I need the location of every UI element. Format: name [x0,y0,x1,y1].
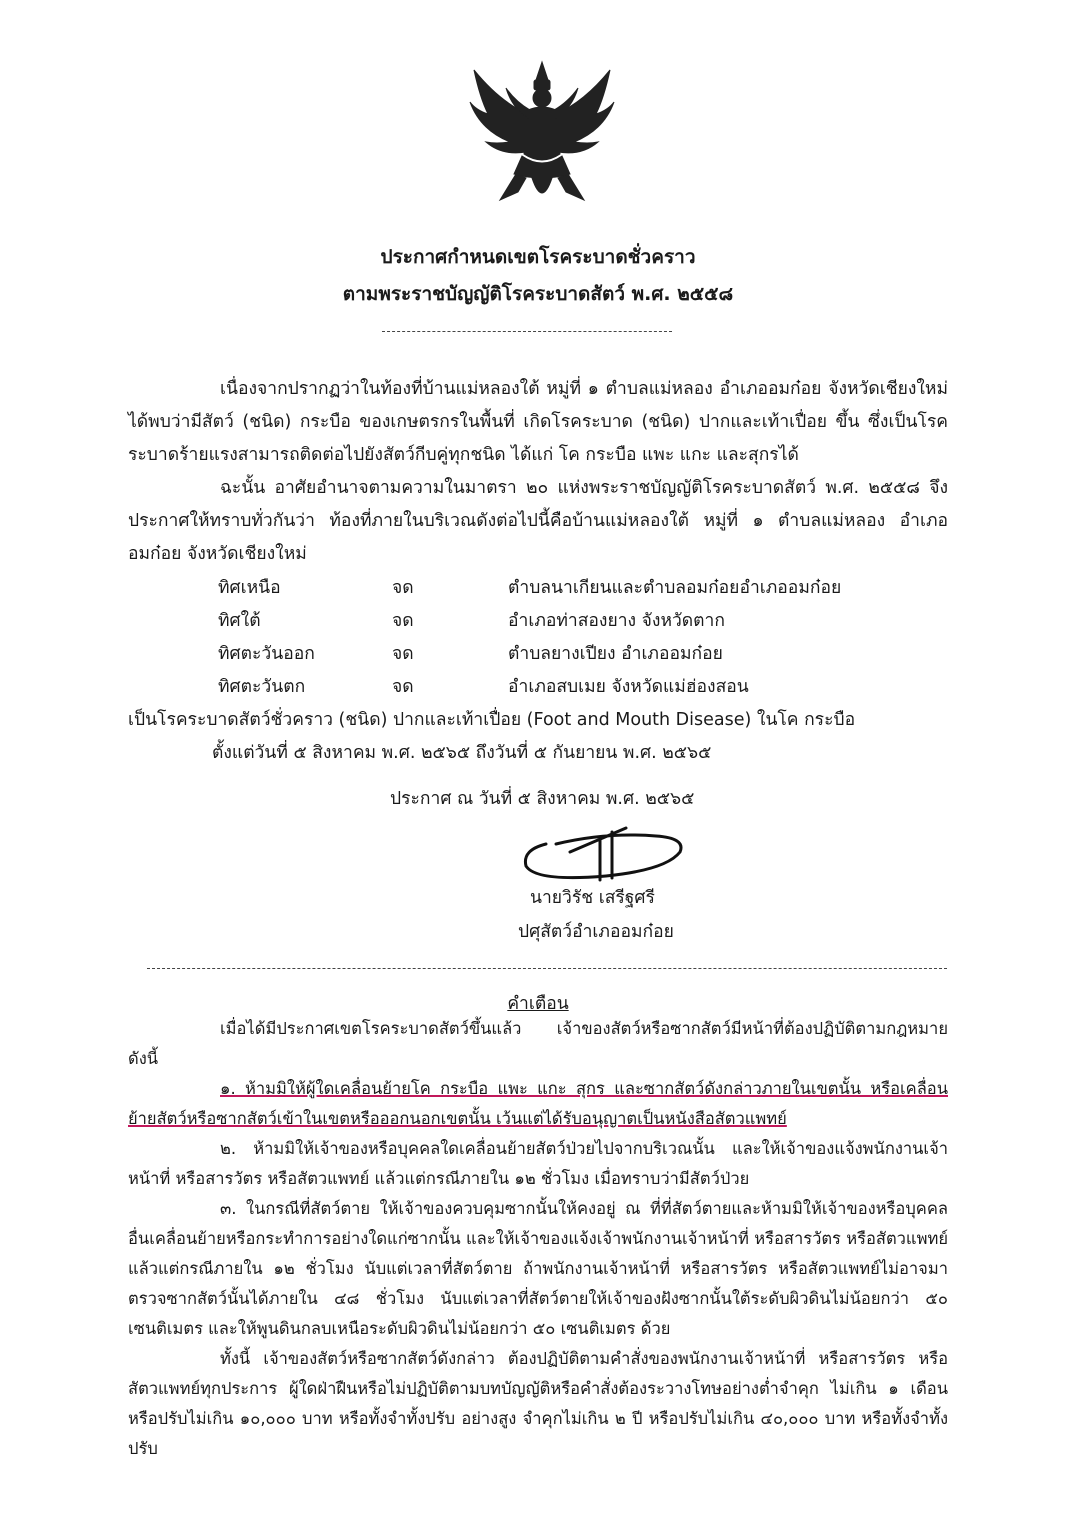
signer-position: ปศุสัตว์อำเภออมก๋อย [518,922,674,942]
warning-item-1 [128,1074,948,1134]
boundary-direction: ทิศเหนือ [218,578,281,598]
signature-icon [516,822,688,886]
boundary-adjoin: จด [392,611,414,631]
boundary-description: อำเภอท่าสองยาง จังหวัดตาก [508,611,725,631]
boundary-description: ตำบลนาเกียนและตำบลอมก๋อยอำเภออมก๋อย [508,578,842,598]
warning-divider [147,968,947,969]
disease-period: ตั้งแต่วันที่ ๕ สิงหาคม พ.ศ. ๒๕๖๕ ถึงวันที่ ๕ กันยายน พ.ศ. ๒๕๖๕ [212,743,712,763]
signer-name: นายวิรัช เสรีฐศรี [530,888,655,908]
intro-section [128,373,948,571]
boundary-adjoin: จด [392,677,414,697]
garuda-emblem-icon [466,58,618,210]
boundary-direction: ทิศตะวันตก [218,677,306,697]
disease-declaration [128,704,948,770]
warning-closing: ทั้งนี้ เจ้าของสัตว์หรือซากสัตว์ดังกล่าว ต้องปฏิบัติตามคำสั่งของพนักงานเจ้าหน้าที่ หรือสารวัตร หรือสัตวแพทย์ทุกประการ ผู้ใดฝ่าฝืนหรือไม่ปฏิบัติตามบทบัญญัติหรือคำสั่งต้องระวางโทษอย่างต่ำจำคุก ไม่เกิน ๑ เดือน หรือปรับไม่เกิน ๑๐,๐๐๐ บาท หรือทั้งจำทั้งปรับ อย่างสูง จำคุกไม่เกิน ๒ ปี หรือปรับไม่เกิน ๔๐,๐๐๐ บาท หรือทั้งจำทั้งปรับ [128,1349,948,1458]
boundary-adjoin: จด [392,578,414,598]
boundary-description: ตำบลยางเปียง อำเภออมก๋อย [508,644,723,664]
boundary-adjoin: จด [392,644,414,664]
warning-intro: เมื่อได้มีประกาศเขตโรคระบาดสัตว์ขึ้นแล้ว เจ้าของสัตว์หรือซากสัตว์มีหน้าที่ต้องปฏิบัติตามกฎหมาย ดังนี้ [128,1019,948,1068]
intro-paragraph-1: เนื่องจากปรากฏว่าในท้องที่บ้านแม่หลองใต้ หมู่ที่ ๑ ตำบลแม่หลอง อำเภออมก๋อย จังหวัดเชียงใหม่ ได้พบว่ามีสัตว์ (ชนิด) กระบือ ของเกษตรกรในพื้นที่ เกิดโรคระบาด (ชนิด) ปากและเท้าเปื่อย ขึ้น ซึ่งเป็นโรคระบาดร้ายแรงสามารถติดต่อไปยังสัตว์กีบคู่ทุกชนิด ได้แก่ โค กระบือ แพะ แกะ และสุกรได้ [128,379,948,465]
announcement-date: ประกาศ ณ วันที่ ๕ สิงหาคม พ.ศ. ๒๕๖๕ [390,789,695,809]
boundary-direction: ทิศใต้ [218,611,261,631]
boundary-direction: ทิศตะวันออก [218,644,315,664]
boundary-row-west [218,671,918,704]
title-line-2: ตามพระราชบัญญัติโรคระบาดสัตว์ พ.ศ. ๒๕๕๘ [342,283,734,305]
warning-item-2: ๒. ห้ามมิให้เจ้าของหรือบุคคลใดเคลื่อนย้ายสัตว์ป่วยไปจากบริเวณนั้น และให้เจ้าของแจ้งพนักงานเจ้าหน้าที่ หรือสารวัตร หรือสัตวแพทย์ แล้วแต่กรณีภายใน ๑๒ ชั่วโมง เมื่อทราบว่ามีสัตว์ป่วย [128,1139,948,1188]
warning-item-1-text: ๑. ห้ามมิให้ผู้ใดเคลื่อนย้ายโค กระบือ แพะ แกะ สุกร และซากสัตว์ดังกล่าวภายในเขตนั้น หรือเคลื่อนย้ายสัตว์หรือซากสัตว์เข้าในเขตหรือออกนอกเขตนั้น เว้นแต่ได้รับอนุญาตเป็นหนังสือสัตวแพทย์ [128,1079,948,1128]
title-divider [382,331,672,332]
boundary-description: อำเภอสบเมย จังหวัดแม่ฮ่องสอน [508,677,749,697]
intro-paragraph-2: ฉะนั้น อาศัยอำนาจตามความในมาตรา ๒๐ แห่งพระราชบัญญัติโรคระบาดสัตว์ พ.ศ. ๒๕๕๘ จึงประกาศให้ทราบทั่วกันว่า ท้องที่ภายในบริเวณดังต่อไปนี้คือบ้านแม่หลองใต้ หมู่ที่ ๑ ตำบลแม่หลอง อำเภออมก๋อย จังหวัดเชียงใหม่ [128,478,948,564]
title-line-1: ประกาศกำหนดเขตโรคระบาดชั่วคราว [380,246,696,268]
disease-line-1: เป็นโรคระบาดสัตว์ชั่วคราว (ชนิด) ปากและเท้าเปื่อย (Foot and Mouth Disease) ในโค กระบือ [128,710,856,730]
warning-heading: คำเตือน [507,994,569,1014]
warning-item-3: ๓. ในกรณีที่สัตว์ตาย ให้เจ้าของควบคุมซากนั้นให้คงอยู่ ณ ที่ที่สัตว์ตายและห้ามมิให้เจ้าของหรือบุคคลอื่นเคลื่อนย้ายหรือกระทำการอย่างใดแก่ซากนั้น และให้เจ้าของแจ้งเจ้าพนักงานเจ้าหน้าที่ หรือสารวัตร หรือสัตวแพทย์ แล้วแต่กรณีภายใน ๑๒ ชั่วโมง นับแต่เวลาที่สัตว์ตาย ถ้าพนักงานเจ้าหน้าที่ หรือสารวัตร หรือสัตวแพทย์ไม่อาจมาตรวจซากสัตว์นั้นได้ภายใน ๔๘ ชั่วโมง นับแต่เวลาที่สัตว์ตายให้เจ้าของฝังซากนั้นใต้ระดับผิวดินไม่น้อยกว่า ๕๐ เซนติเมตร และให้พูนดินกลบเหนือระดับผิวดินไม่น้อยกว่า ๕๐ เซนติเมตร ด้วย [128,1199,948,1338]
boundaries-table [218,572,918,704]
boundary-row-east [218,638,918,671]
boundary-row-north [218,572,918,605]
warning-section [128,1014,948,1464]
boundary-row-south [218,605,918,638]
